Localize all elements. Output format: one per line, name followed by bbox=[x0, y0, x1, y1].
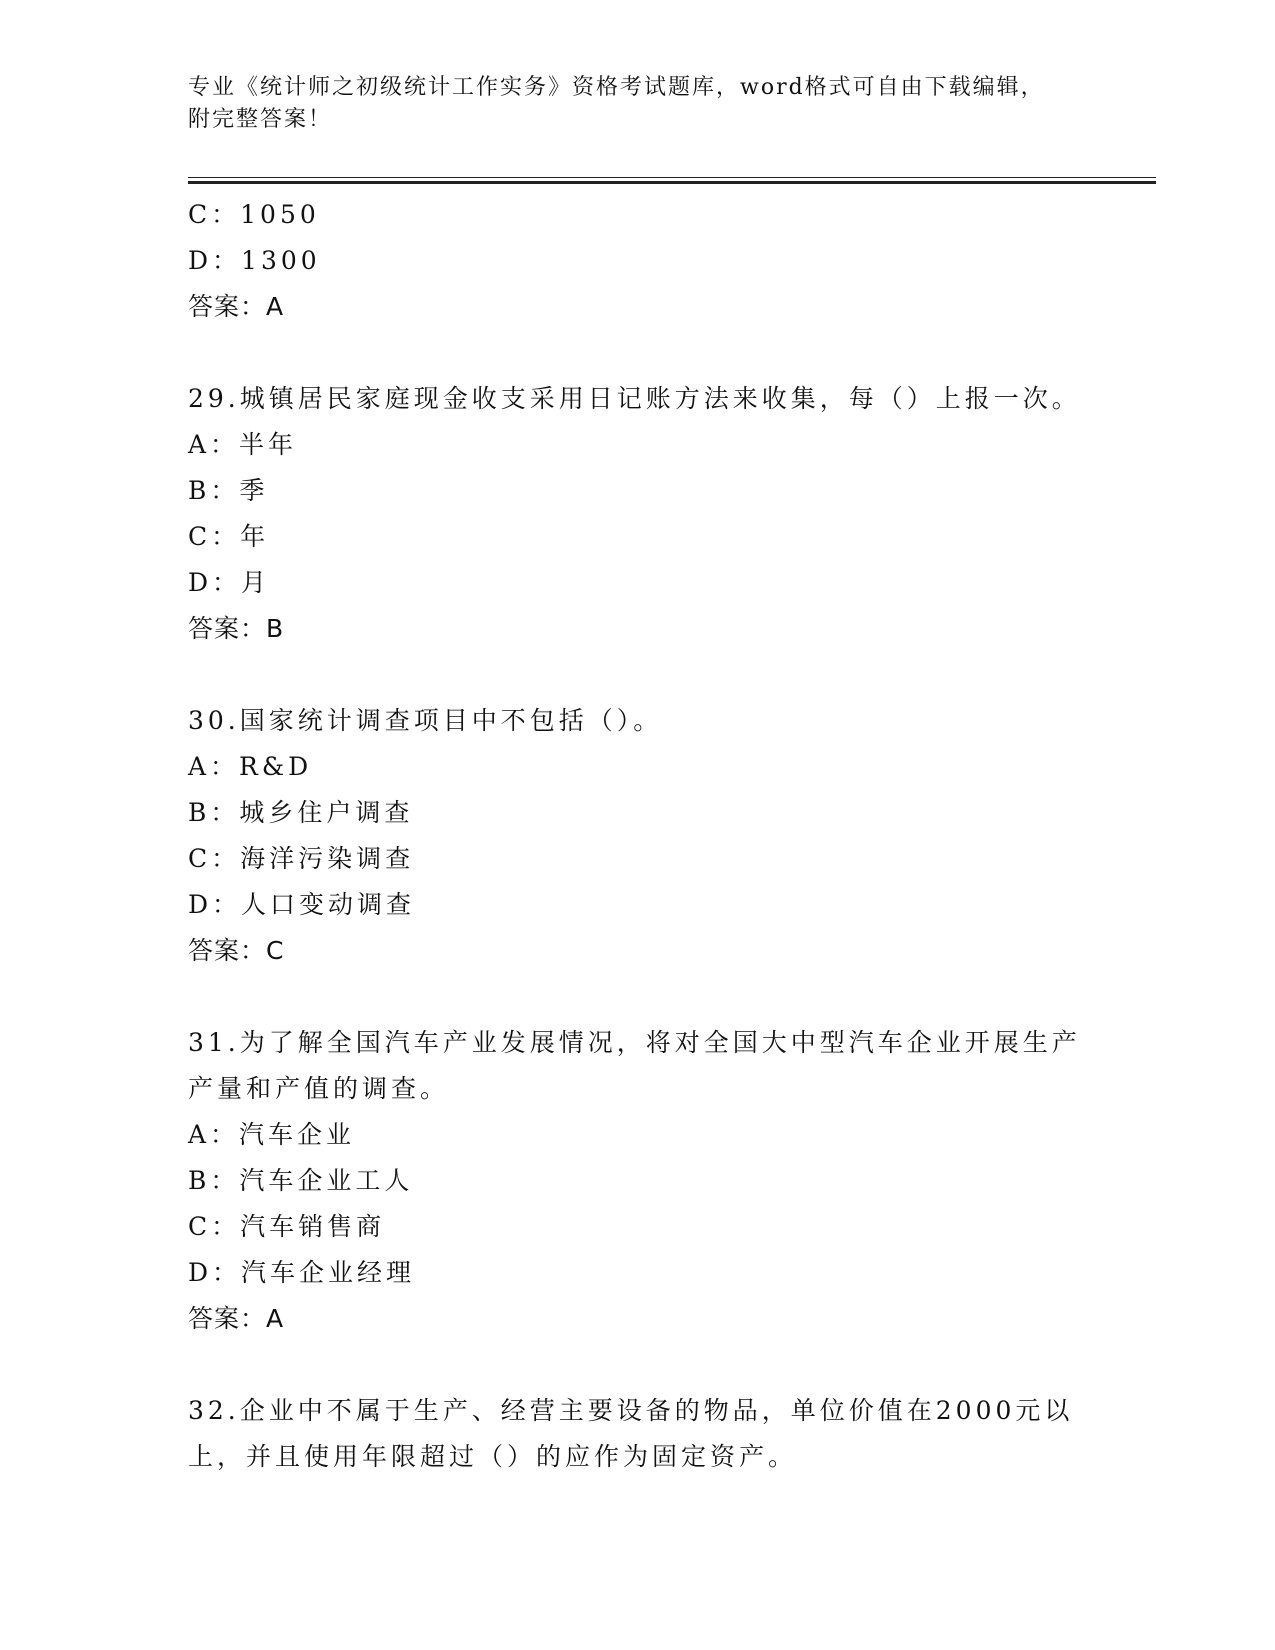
option-b: B：城乡住户调查 bbox=[188, 798, 414, 827]
question-stem: 30.国家统计调查项目中不包括（）。 bbox=[188, 706, 663, 735]
answer-label: 答案：C bbox=[188, 936, 285, 965]
option-a: A：汽车企业 bbox=[188, 1120, 356, 1149]
question-30 bbox=[188, 698, 1088, 974]
header-divider-thick bbox=[188, 181, 1156, 184]
option-a: A：R&D bbox=[188, 752, 313, 781]
question-29 bbox=[188, 376, 1088, 652]
answer-label: 答案：A bbox=[188, 1304, 285, 1333]
option-b: B：季 bbox=[188, 476, 269, 505]
answer-label: 答案：B bbox=[188, 614, 285, 643]
question-31 bbox=[188, 1020, 1088, 1342]
header-divider-thin bbox=[188, 177, 1156, 178]
option-c: C：年 bbox=[188, 522, 270, 551]
answer-label: 答案：A bbox=[188, 292, 285, 321]
option-d: D：1300 bbox=[188, 246, 321, 275]
option-c: C：1050 bbox=[188, 200, 320, 229]
option-b: B：汽车企业工人 bbox=[188, 1166, 414, 1195]
question-stem-line-2: 上，并且使用年限超过（）的应作为固定资产。 bbox=[188, 1442, 798, 1471]
question-stem: 29.城镇居民家庭现金收支采用日记账方法来收集，每（）上报一次。 bbox=[188, 384, 1081, 413]
question-stem-line-2: 产量和产值的调查。 bbox=[188, 1074, 450, 1103]
question-stem-line-1: 32.企业中不属于生产、经营主要设备的物品，单位价值在2000元以 bbox=[188, 1396, 1074, 1425]
question-stem-line-1: 31.为了解全国汽车产业发展情况，将对全国大中型汽车企业开展生产 bbox=[188, 1028, 1081, 1057]
option-d: D：汽车企业经理 bbox=[188, 1258, 416, 1287]
question-list bbox=[188, 192, 1088, 1480]
question-28-continued bbox=[188, 192, 1088, 330]
question-32 bbox=[188, 1388, 1088, 1480]
option-c: C：海洋污染调查 bbox=[188, 844, 415, 873]
document-header: 专业《统计师之初级统计工作实务》资格考试题库，word格式可自由下载编辑， 附完整答案！ bbox=[188, 75, 1045, 132]
option-a: A：半年 bbox=[188, 430, 298, 459]
option-d: D：人口变动调查 bbox=[188, 890, 416, 919]
option-d: D：月 bbox=[188, 568, 271, 597]
option-c: C：汽车销售商 bbox=[188, 1212, 386, 1241]
